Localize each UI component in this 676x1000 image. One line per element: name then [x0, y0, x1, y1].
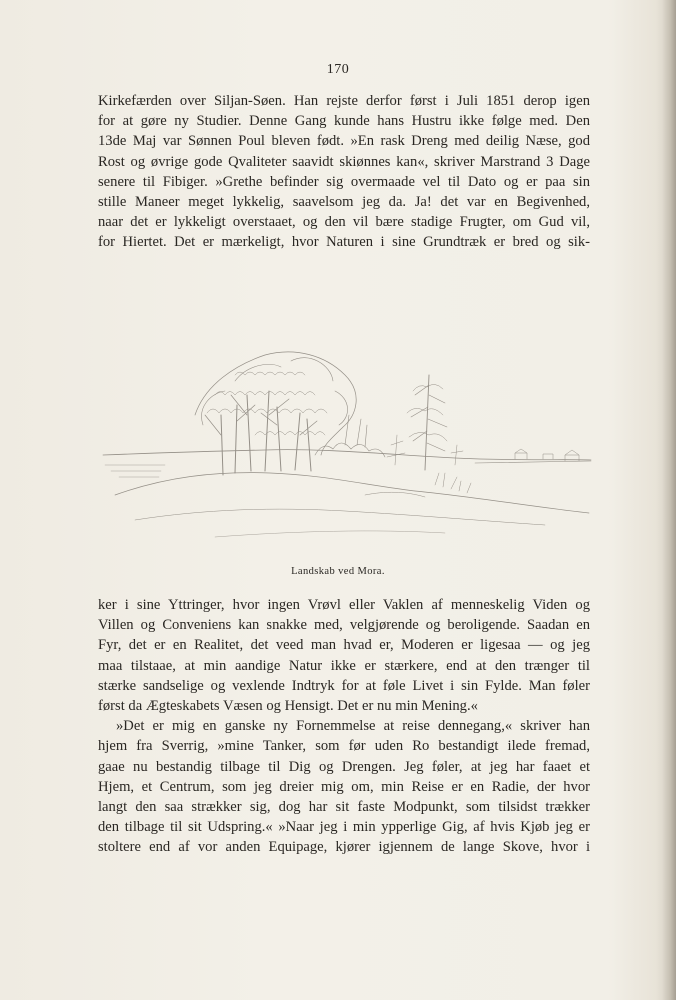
text-line: maa tilstaae, at min aandige Natur ikke er stærkere, end at den trænger til — [98, 657, 590, 674]
text-line: for at gøre ny Studier. Denne Gang kunde hans Hustru ikke følge med. Den — [98, 113, 590, 130]
text-line: først da Ægteskabets Væsen og Hensigt. Det er nu min Mening.« — [98, 698, 478, 715]
page-edge-shadow — [662, 0, 676, 1000]
text-line: Fyr, det er en Realitet, det veed man hvad er, Moderen er ligesaa — og jeg — [98, 637, 590, 654]
text-line: naar det er lykkeligt overstaaet, og den vil bære stadige Frugter, om Gud vil, — [98, 214, 590, 231]
text-line: ker i sine Yttringer, hvor ingen Vrøvl eller Vaklen af menneskelig Viden og — [98, 597, 590, 613]
text-line: Hjem, et Centrum, som jeg dreier mig om, min Reise er en Radie, der hvor — [98, 778, 590, 795]
illustration-caption: Landskab ved Mora. — [291, 566, 385, 577]
text-line: gaae nu bestandig tilbage til Dig og Drengen. Jeg føler, at jeg har faaet et — [98, 758, 590, 775]
landscape-sketch — [95, 295, 595, 555]
text-line: »Det er mig en ganske ny Fornemmelse at reise dennegang,« skriver han — [116, 718, 590, 735]
text-line: stærke sandselige og vexlende Indtryk for at føle Livet i sin Fylde. Man føler — [98, 677, 590, 694]
text-line: stille Maneer meget lykkelig, saavelsom jeg da. Ja! det var en Begivenhed, — [98, 194, 590, 211]
text-line: Kirkefærden over Siljan-Søen. Han rejste derfor først i Juli 1851 derop igen — [98, 93, 590, 109]
top-paragraph — [98, 91, 590, 253]
text-line: for Hiertet. Det er mærkeligt, hvor Naturen i sine Grundtræk er bred og sik- — [98, 234, 590, 251]
page-number: 170 — [326, 62, 350, 77]
text-line: Rost og øvrige gode Qvaliteter saavidt skiønnes kan«, skriver Marstrand 3 Dage — [98, 153, 590, 170]
text-line: den tilbage til sit Udspring.« »Naar jeg i min ypperlige Gig, af hvis Kjøb jeg er — [98, 819, 590, 836]
text-line: langt den saa strækker sig, dog har sit faste Modpunkt, som tilsidst trækker — [98, 799, 590, 816]
bottom-text — [98, 595, 590, 858]
text-line: stoltere end af vor anden Equipage, kjører igjennem de lange Skove, hvor i — [98, 839, 590, 856]
text-line: senere til Fibiger. »Grethe befinder sig overmaade vel til Dato og er paa sin — [98, 173, 590, 190]
text-line: Villen og Conveniens kan snakke med, velgjørende og beroligende. Saadan en — [98, 617, 590, 634]
text-line: hjem fra Sverrig, »mine Tanker, som før uden Ro bestandigt ilede fremad, — [98, 738, 590, 755]
text-line: 13de Maj var Sønnen Poul bleven født. »En rask Dreng med deilig Næse, god — [98, 133, 590, 150]
